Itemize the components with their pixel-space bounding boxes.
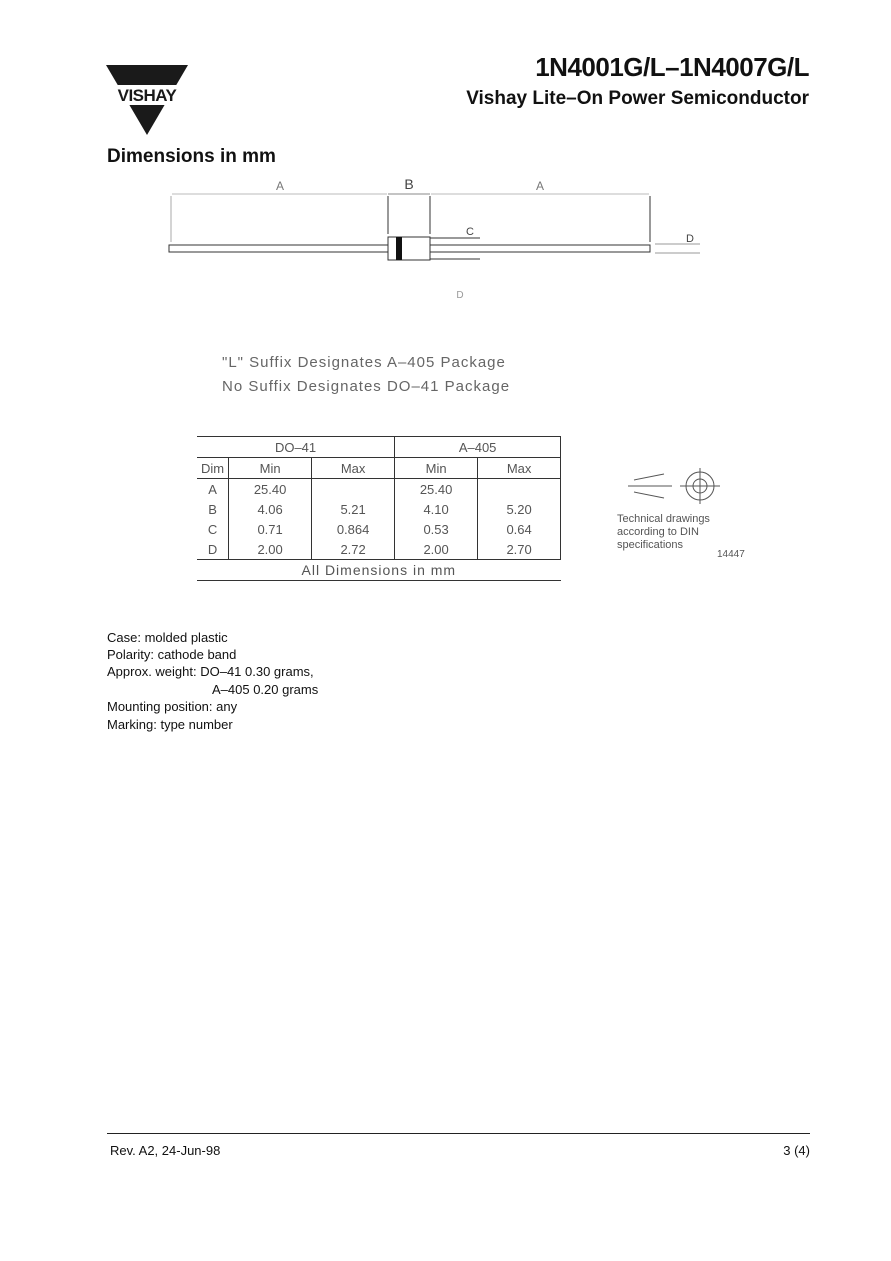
drawing-code: 14447	[717, 549, 745, 560]
table-row	[197, 499, 561, 519]
table-cell: 4.06	[229, 499, 312, 519]
table-cell: 0.53	[395, 519, 478, 539]
table-cell: 5.21	[312, 499, 395, 519]
table-footer	[197, 560, 561, 581]
col-min-do41: Min	[229, 458, 312, 479]
table-cell	[312, 479, 395, 500]
col-max-a405: Max	[478, 458, 561, 479]
logo-wordmark: VISHAY	[117, 86, 177, 105]
technical-note-line: specifications	[617, 539, 684, 551]
table-cell: 2.70	[478, 539, 561, 560]
table-cell: 0.71	[229, 519, 312, 539]
spec-weight: Approx. weight: DO–41 0.30 grams,	[107, 664, 314, 679]
spec-weight-a405: A–405 0.20 grams	[212, 682, 319, 697]
vishay-logo	[104, 63, 190, 137]
table-cell: 25.40	[229, 479, 312, 500]
right-lead	[430, 245, 650, 252]
dim-a-right-label: A	[535, 179, 545, 193]
table-cell: C	[197, 519, 229, 539]
table-cell: 2.00	[395, 539, 478, 560]
group-do41: DO–41	[197, 437, 395, 458]
table-cell: B	[197, 499, 229, 519]
suffix-note-no-suffix: No Suffix Designates DO–41 Package	[222, 378, 511, 395]
dim-a-left-label: A	[275, 179, 285, 193]
dim-d-label: D	[456, 290, 464, 301]
section-heading: Dimensions in mm	[107, 146, 276, 167]
table-cell: 2.00	[229, 539, 312, 560]
spec-marking: Marking: type number	[107, 717, 233, 732]
technical-note-line: according to DIN	[617, 526, 699, 538]
dim-c-label: C	[466, 226, 474, 238]
table-row	[197, 479, 561, 500]
table-cell: All Dimensions in mm	[197, 560, 561, 581]
cathode-band	[396, 237, 402, 260]
footer-page-number: 3 (4)	[783, 1143, 810, 1158]
part-title: 1N4001G/L–1N4007G/L	[535, 52, 809, 82]
spec-mounting: Mounting position: any	[107, 699, 238, 714]
table-column-header	[197, 458, 561, 479]
spec-polarity: Polarity: cathode band	[107, 647, 237, 662]
technical-note-line: Technical drawings	[617, 513, 710, 525]
table-cell: 5.20	[478, 499, 561, 519]
table-cell: 0.864	[312, 519, 395, 539]
footer-revision: Rev. A2, 24-Jun-98	[110, 1143, 221, 1158]
table-cell: 2.72	[312, 539, 395, 560]
left-lead	[169, 245, 388, 252]
subtitle: Vishay Lite–On Power Semiconductor	[466, 88, 809, 109]
diode-outline-drawing	[160, 170, 720, 310]
table-cell: 25.40	[395, 479, 478, 500]
dimension-table	[197, 436, 561, 581]
col-dim: Dim	[197, 458, 229, 479]
table-cell	[478, 479, 561, 500]
group-a405: A–405	[395, 437, 561, 458]
technical-drawing-note	[617, 513, 710, 552]
suffix-note-l-package: "L" Suffix Designates A–405 Package	[222, 354, 506, 371]
table-cell: A	[197, 479, 229, 500]
table-cell: 0.64	[478, 519, 561, 539]
table-group-header	[197, 437, 561, 458]
dim-b-label: B	[404, 176, 414, 192]
diode-body	[388, 237, 430, 260]
table-cell: 4.10	[395, 499, 478, 519]
footer-rule	[107, 1133, 810, 1134]
table-row	[197, 539, 561, 560]
dim-d-right-label: D	[686, 233, 694, 245]
table-row	[197, 519, 561, 539]
col-max-do41: Max	[312, 458, 395, 479]
spec-case: Case: molded plastic	[107, 630, 228, 645]
table-cell: D	[197, 539, 229, 560]
projection-symbol-icon	[624, 466, 724, 506]
col-min-a405: Min	[395, 458, 478, 479]
